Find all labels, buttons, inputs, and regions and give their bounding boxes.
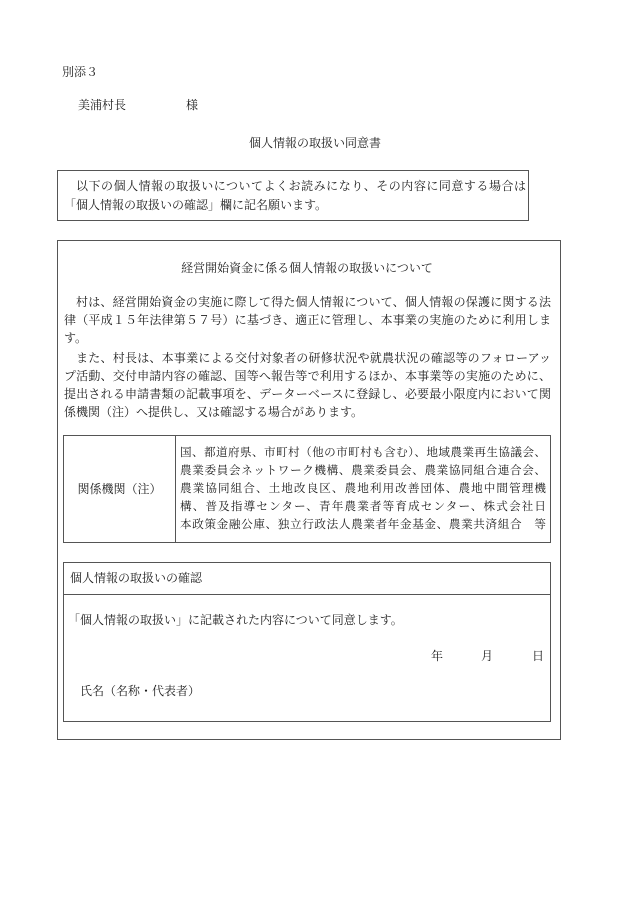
privacy-policy-box [57, 240, 561, 740]
date-month-label: 月 [481, 649, 494, 663]
confirmation-divider [64, 594, 550, 595]
table-column-divider [175, 436, 176, 542]
related-organizations-line: 構、普及指導センター、青年農業者等育成センター、株式会社日 [180, 499, 546, 513]
related-organizations-line: 農業委員会ネットワーク機構、農業委員会、農業協同組合連合会、 [180, 463, 546, 477]
date-day-label: 日 [532, 649, 545, 663]
confirmation-heading: 個人情報の取扱いの確認 [70, 571, 203, 585]
addressee-name: 美浦村長 [78, 98, 127, 112]
consent-statement: 「個人情報の取扱い」に記載された内容について同意します。 [68, 613, 403, 627]
addressee-honorific: 様 [186, 98, 199, 112]
policy-paragraph-2-line: また、村長は、本事業による交付対象者の研修状況や就農状況の確認等のフォローアッ [76, 351, 551, 365]
policy-paragraph-2-line: 提出される申請書類の記載事項を、データーベースに登録し、必要最小限度内において関 [64, 387, 551, 401]
date-year-label: 年 [431, 649, 444, 663]
document-title: 個人情報の取扱い同意書 [249, 136, 382, 150]
related-organizations-label: 関係機関（注） [77, 482, 162, 496]
related-organizations-line: 国、都道府県、市町村（他の市町村も含む）、地域農業再生協議会、 [180, 445, 546, 459]
confirmation-box [63, 562, 551, 722]
related-organizations-line: 本政策金融公庫、独立行政法人農業者年金基金、農業共済組合 等 [180, 517, 546, 531]
notice-line-1: 以下の個人情報の取扱いについてよくお読みになり、その内容に同意する場合は [76, 179, 526, 193]
name-label: 氏名（名称・代表者） [80, 684, 201, 698]
policy-paragraph-2-line: プ活動、交付申請内容の確認、国等へ報告等で利用するほか、本事業等の実施のために、 [64, 369, 551, 383]
notice-box [57, 170, 529, 221]
related-organizations-table [63, 435, 551, 543]
policy-paragraph-1-line: 律（平成１５年法律第５７号）に基づき、適正に管理し、本事業の実施のために利用しま [64, 313, 551, 327]
policy-paragraph-2-line: 係機関（注）へ提供し、又は確認する場合があります。 [64, 405, 364, 419]
related-organizations-line: 農業協同組合、土地改良区、農地利用改善団体、農地中間管理機 [180, 481, 546, 495]
policy-heading: 経営開始資金に係る個人情報の取扱いについて [181, 261, 433, 275]
policy-paragraph-1-line: す。 [64, 331, 88, 345]
policy-paragraph-1-line: 村は、経営開始資金の実施に際して得た個人情報について、個人情報の保護に関する法 [76, 295, 551, 309]
attachment-label: 別添３ [62, 65, 99, 79]
notice-line-2: 「個人情報の取扱いの確認」欄に記名願います。 [64, 198, 328, 212]
